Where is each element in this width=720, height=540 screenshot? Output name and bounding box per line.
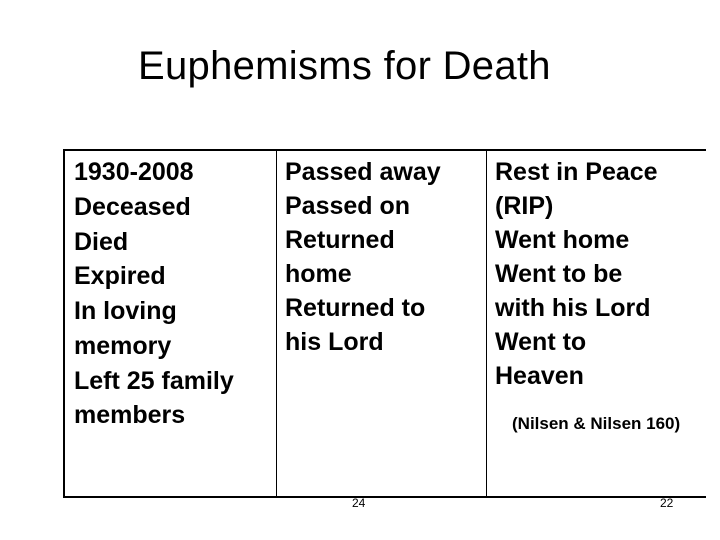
list-item bbox=[495, 257, 695, 325]
item-line: Returned bbox=[285, 226, 395, 254]
item-line: his Lord bbox=[285, 328, 384, 356]
item-line: Rest in Peace bbox=[495, 158, 658, 186]
item-line: Left 25 family bbox=[74, 366, 234, 395]
column-2 bbox=[285, 155, 475, 359]
item-line: Passed away bbox=[285, 158, 441, 186]
item-line: Went to bbox=[495, 328, 587, 356]
page-number-1: 24 bbox=[352, 496, 366, 510]
item-line: Went home bbox=[495, 226, 630, 254]
list-item bbox=[285, 155, 475, 189]
item-line: Returned to bbox=[285, 294, 426, 322]
list-item bbox=[74, 294, 269, 364]
item-line: Went to be bbox=[495, 260, 623, 288]
list-item bbox=[495, 223, 695, 257]
item-line: members bbox=[74, 401, 186, 430]
list-item bbox=[285, 189, 475, 223]
item-line: Died bbox=[74, 227, 129, 256]
list-item bbox=[285, 223, 475, 291]
list-item bbox=[495, 155, 695, 223]
slide-title: Euphemisms for Death bbox=[138, 44, 551, 88]
item-line: Deceased bbox=[74, 192, 191, 221]
list-item bbox=[285, 291, 475, 359]
item-line: 1930-2008 bbox=[74, 158, 194, 186]
item-line: memory bbox=[74, 331, 172, 360]
column-divider-2 bbox=[486, 149, 487, 498]
column-divider-1 bbox=[276, 149, 277, 498]
item-line: with his Lord bbox=[495, 294, 651, 322]
item-line: In loving bbox=[74, 297, 177, 325]
citation: (Nilsen & Nilsen 160) bbox=[512, 414, 681, 433]
item-line: Passed on bbox=[285, 192, 411, 220]
item-line: home bbox=[285, 260, 352, 288]
list-item bbox=[74, 225, 269, 260]
list-item bbox=[74, 364, 269, 434]
item-line: Expired bbox=[74, 262, 166, 291]
item-line: Heaven bbox=[495, 362, 584, 390]
list-item bbox=[495, 325, 695, 393]
list-item bbox=[74, 155, 269, 190]
page-number-2: 22 bbox=[660, 496, 674, 510]
column-1 bbox=[74, 155, 269, 433]
item-line: (RIP) bbox=[495, 192, 554, 220]
column-3 bbox=[495, 155, 695, 393]
list-item bbox=[74, 259, 269, 294]
list-item bbox=[74, 190, 269, 225]
